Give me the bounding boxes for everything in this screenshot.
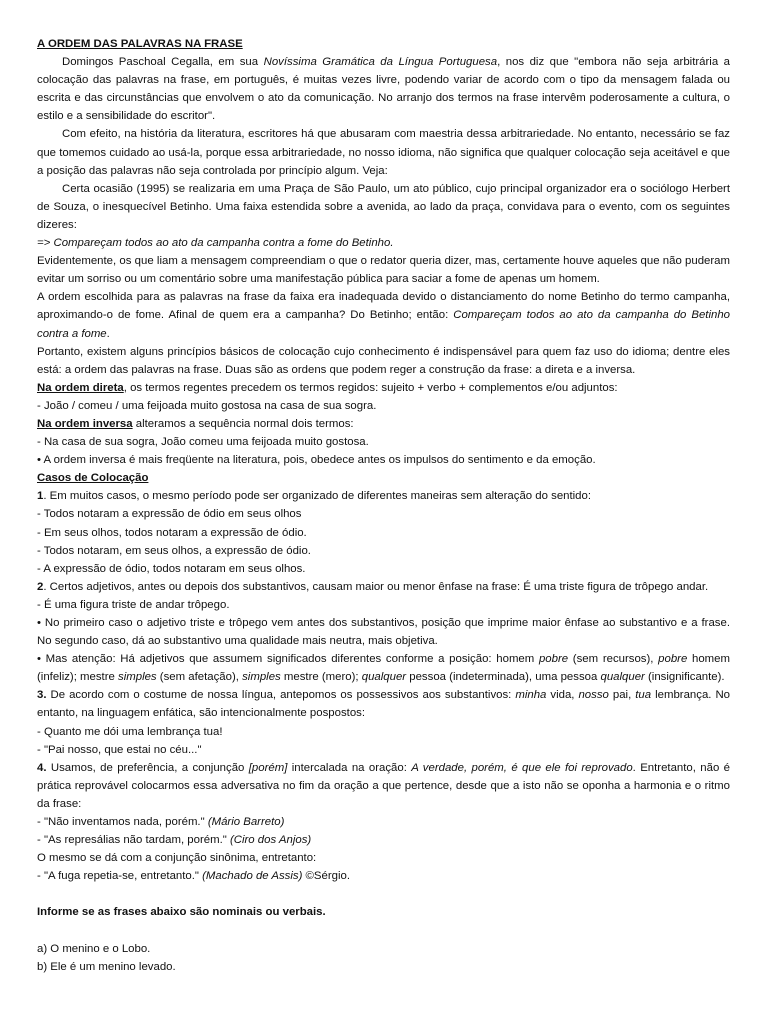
text: Usamos, de preferência, a conjunção — [46, 761, 249, 774]
case-3-example-1: - Quanto me dói uma lembrança tua! — [37, 725, 223, 738]
inverse-order-paragraph — [37, 415, 730, 433]
intro-paragraph-1 — [37, 53, 730, 125]
italic-word: qualquer — [361, 671, 407, 684]
case-3-example-2: - "Pai nosso, que estai no céu..." — [37, 743, 202, 756]
document-body — [37, 35, 730, 976]
text: - "As represálias não tardam, porém." — [37, 834, 230, 847]
case-2-note-2 — [37, 650, 730, 686]
case-1-example-1: - Todos notaram a expressão de ódio em seus olhos — [37, 508, 302, 521]
case-4-example-1 — [37, 813, 730, 831]
case-4-example-3: O mesmo se dá com a conjunção sinônima, entretanto: — [37, 852, 317, 865]
case-1 — [37, 487, 730, 505]
case-number: 1 — [37, 490, 44, 503]
case-3 — [37, 686, 730, 722]
spacer — [37, 922, 730, 940]
case-2-note-1: • No primeiro caso o adjetivo triste e trôpego vem antes dos substantivos, posição que imprime maior ênfase ao substantivo e a frase. No segundo caso, dá ao substantivo uma qualidade mais neutra, mais objetiva. — [37, 617, 730, 648]
author: (Mário Barreto) — [207, 816, 285, 829]
page-title: A ORDEM DAS PALAVRAS NA FRASE — [37, 38, 243, 50]
cases-heading: Casos de Colocação — [37, 472, 149, 485]
inverse-order-example: - Na casa de sua sogra, João comeu uma feijoada muito gostosa. — [37, 436, 369, 449]
text: (sem recursos), — [568, 653, 659, 666]
text: . Em muitos casos, o mesmo período pode ser organizado de diferentes maneiras sem alteração do sentido: — [43, 490, 592, 503]
text: intercalada na oração: — [287, 761, 412, 774]
text: Domingos Paschoal Cegalla, em sua — [62, 56, 264, 69]
case-4-example-4 — [37, 867, 730, 885]
case-number: 3. — [37, 689, 47, 702]
case-2 — [37, 578, 730, 596]
exercise-heading: Informe se as frases abaixo são nominais ou verbais. — [37, 906, 326, 919]
author: (Machado de Assis) — [202, 870, 303, 883]
text: A ordem escolhida para as palavras na frase da faixa era inadequada devido o distanciamento do nome Betinho do termo campanha, aproximando-o de fome. Afinal de quem era a campanha? Do Betinho; então: — [37, 291, 730, 322]
text: De acordo com o costume de nossa língua, antepomos os possessivos aos substantivos: — [46, 689, 516, 702]
italic-word: pobre — [658, 653, 688, 666]
case-1-example-3: - Todos notaram, em seus olhos, a expressão de ódio. — [37, 544, 311, 557]
case-4 — [37, 759, 730, 813]
text: . Entretanto, não é prática reprovável colocarmos essa adversativa no fim da oração a que pertence, desde que a isto não se oponha a harmonia e o ritmo da frase: — [37, 761, 730, 810]
spacer — [37, 885, 730, 903]
case-number: 4. — [37, 761, 47, 774]
exercise-item-b: b) Ele é um menino levado. — [37, 960, 176, 973]
text: - "Não inventamos nada, porém." — [37, 816, 208, 829]
italic-example: Compareçam todos ao ato da campanha do Betinho contra a fome — [37, 309, 730, 340]
text: mestre (mero); — [280, 671, 362, 684]
direct-order-label: Na ordem direta — [37, 381, 124, 394]
exercise-item-a: a) O menino e o Lobo. — [37, 942, 151, 955]
italic-word: tua — [635, 689, 652, 702]
text: (sem afetação), — [156, 671, 243, 684]
case-1-example-4: - A expressão de ódio, todos notaram em seus olhos. — [37, 562, 306, 575]
text: - "A fuga repetia-se, entretanto." — [37, 870, 203, 883]
italic-word: simples — [242, 671, 281, 684]
text: , nos diz que "embora não seja arbitrária a colocação das palavras na frase, em português, é muitas vezes livre, podendo variar de acordo com o tipo da mensagem falada ou escrita e das circunstâncias que envolvem o ato da comunicação. No arranjo dos termos na frase intervêm poderosamente a cultura, o estilo e a sensibilidade do escritor". — [37, 56, 730, 123]
text: , os termos regentes precedem os termos regidos: sujeito + verbo + complementos e/ou adjuntos: — [123, 381, 618, 394]
text: vida, — [546, 689, 579, 702]
case-4-example-2 — [37, 831, 730, 849]
case-number: 2 — [37, 580, 44, 593]
italic-word: qualquer — [600, 671, 645, 684]
intro-paragraph-5 — [37, 288, 730, 342]
text: alteramos a sequência normal dois termos: — [132, 417, 354, 430]
text: . Certos adjetivos, antes ou depois dos substantivos, causam maior ou menor ênfase na frase: É uma triste figura de trôpego andar. — [43, 580, 709, 593]
italic-word: [porém] — [248, 761, 288, 774]
italic-word: pobre — [538, 653, 569, 666]
intro-paragraph-6: Portanto, existem alguns princípios básicos de colocação cujo conhecimento é indispensável para quem faz uso do idioma; dentre eles está: a ordem das palavras na frase. Duas são as ordens que podem reger a construção da frase: a direta e a inversa. — [37, 345, 730, 376]
case-1-example-2: - Em seus olhos, todos notaram a expressão de ódio. — [37, 526, 307, 539]
banner-quote: => Compareçam todos ao ato da campanha contra a fome do Betinho. — [37, 237, 394, 250]
inverse-order-label: Na ordem inversa — [37, 417, 133, 430]
book-title: Novíssima Gramática da Língua Portuguesa — [263, 56, 498, 69]
direct-order-paragraph — [37, 379, 730, 397]
text: . — [106, 327, 110, 340]
direct-order-example: - João / comeu / uma feijoada muito gostosa na casa de sua sogra. — [37, 399, 377, 412]
author: (Ciro dos Anjos) — [229, 834, 312, 847]
text: • Mas atenção: Há adjetivos que assumem significados diferentes conforme a posição: homem — [37, 653, 539, 666]
case-2-example-1: - É uma figura triste de andar trôpego. — [37, 598, 230, 611]
italic-word: nosso — [578, 689, 609, 702]
text: (insignificante). — [644, 671, 725, 684]
intro-paragraph-4: Evidentemente, os que liam a mensagem compreendiam o que o redator queria dizer, mas, certamente houve aqueles que não puderam evitar um sorriso ou um comentário sobre uma manifestação pública para saciar a fome de apenas um homem. — [37, 255, 730, 286]
text: homem (infeliz); mestre — [37, 653, 730, 684]
inverse-order-note: • A ordem inversa é mais freqüente na literatura, pois, obedece antes os impulsos do sentimento e da emoção. — [37, 454, 596, 467]
intro-paragraph-2: Com efeito, na história da literatura, escritores há que abusaram com maestria dessa arbitrariedade. No entanto, necessário se faz que tomemos cuidado ao usá-la, porque essa arbitrariedade, no nosso idioma, não significa que qualquer colocação seja aceitável e que a posição das palavras não seja controlada por princípio algum. Veja: — [37, 128, 730, 177]
text: lembrança. No entanto, na linguagem enfática, são intencionalmente pospostos: — [37, 689, 731, 720]
text: pessoa (indeterminada), uma pessoa — [406, 671, 601, 684]
text: pai, — [608, 689, 636, 702]
signature: ©Sérgio. — [302, 870, 351, 883]
intro-paragraph-3: Certa ocasião (1995) se realizaria em uma Praça de São Paulo, um ato público, cujo principal organizador era o sociólogo Herbert de Souza, o inesquecível Betinho. Uma faixa estendida sobre a avenida, ao lado da praça, convidava para o evento, com os seguintes dizeres: — [37, 182, 730, 231]
italic-example: A verdade, porém, é que ele foi reprovado — [411, 761, 633, 774]
italic-word: simples — [118, 671, 157, 684]
italic-word: minha — [515, 689, 547, 702]
